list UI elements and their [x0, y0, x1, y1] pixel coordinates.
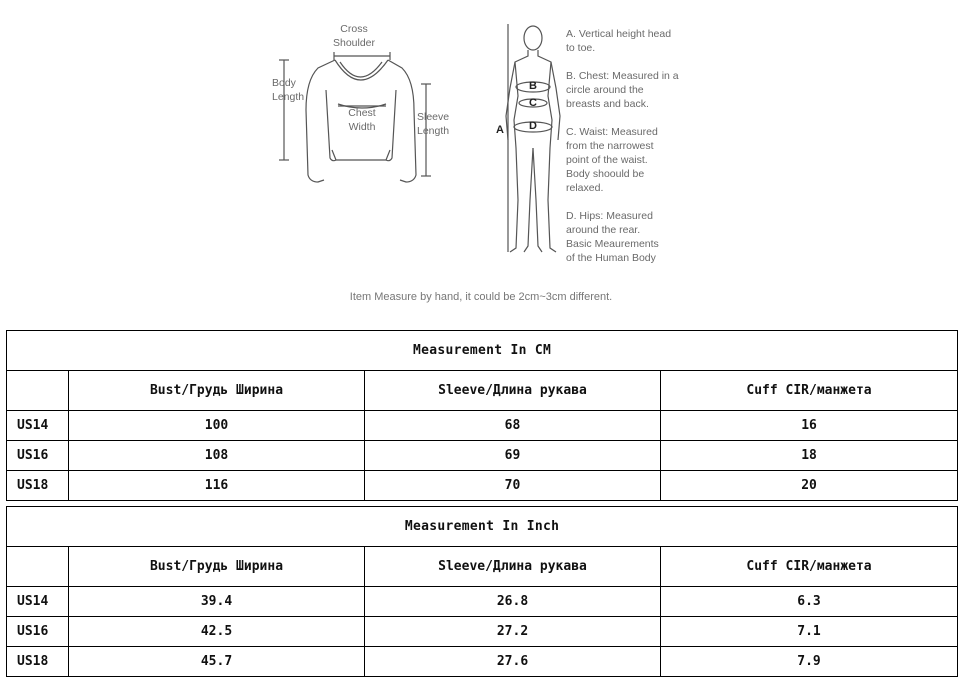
bust-cell: 100 [69, 411, 365, 441]
bust-cell: 116 [69, 471, 365, 501]
table-row [7, 587, 958, 617]
note-d: D. Hips: Measured around the rear. Basic Meaurements of the Human Body [566, 210, 659, 264]
figure-drawing [0, 0, 962, 320]
table-row [7, 411, 958, 441]
header-cell [7, 371, 69, 411]
cuff-cell: 18 [661, 441, 958, 471]
note-c: C. Waist: Measured from the narrowest point of the waist. Body shoould be relaxed. [566, 126, 658, 194]
body-letter-c: C [529, 97, 537, 109]
chest-width-label: Chest Width [348, 107, 376, 133]
header-cell [7, 547, 69, 587]
sleeve-length-label: Sleeve Length [417, 111, 450, 137]
measurement-figure [0, 0, 962, 320]
cuff-cell: 20 [661, 471, 958, 501]
header-cell: Bust/Грудь Ширина [69, 547, 365, 587]
size-cell: US18 [7, 647, 69, 677]
sleeve-cell: 68 [365, 411, 661, 441]
table-title: Measurement In CM [7, 331, 958, 371]
cuff-cell: 16 [661, 411, 958, 441]
table-header-row [7, 547, 958, 587]
table-row [7, 617, 958, 647]
cross-shoulder-label: Cross Shoulder [332, 23, 376, 49]
table-row [7, 471, 958, 501]
header-cell: Cuff CIR/манжета [661, 547, 958, 587]
body-letter-b: B [529, 80, 537, 92]
size-cell: US16 [7, 441, 69, 471]
sleeve-cell: 26.8 [365, 587, 661, 617]
figure-caption: Item Measure by hand, it could be 2cm~3cm different. [349, 291, 613, 303]
sleeve-cell: 27.6 [365, 647, 661, 677]
bust-cell: 42.5 [69, 617, 365, 647]
human-body-sketch [506, 24, 560, 252]
bust-cell: 108 [69, 441, 365, 471]
cuff-cell: 6.3 [661, 587, 958, 617]
body-letter-a: A [496, 124, 504, 136]
table-header-row [7, 371, 958, 411]
sleeve-cell: 69 [365, 441, 661, 471]
size-cell: US14 [7, 587, 69, 617]
measurement-table-cm [6, 330, 958, 501]
note-a: A. Vertical height head to toe. [566, 28, 672, 54]
cuff-cell: 7.1 [661, 617, 958, 647]
sleeve-cell: 70 [365, 471, 661, 501]
size-cell: US18 [7, 471, 69, 501]
cuff-cell: 7.9 [661, 647, 958, 677]
bust-cell: 45.7 [69, 647, 365, 677]
table-row [7, 647, 958, 677]
body-letter-d: D [529, 120, 537, 132]
header-cell: Bust/Грудь Ширина [69, 371, 365, 411]
table-row [7, 441, 958, 471]
header-cell: Sleeve/Длина рукава [365, 371, 661, 411]
header-cell: Cuff CIR/манжета [661, 371, 958, 411]
measurement-table-inch [6, 506, 958, 677]
table-title: Measurement In Inch [7, 507, 958, 547]
size-cell: US14 [7, 411, 69, 441]
note-b: B. Chest: Measured in a circle around the breasts and back. [566, 70, 679, 110]
header-cell: Sleeve/Длина рукава [365, 547, 661, 587]
size-cell: US16 [7, 617, 69, 647]
bust-cell: 39.4 [69, 587, 365, 617]
body-length-label: Body Length [272, 77, 305, 103]
sleeve-cell: 27.2 [365, 617, 661, 647]
